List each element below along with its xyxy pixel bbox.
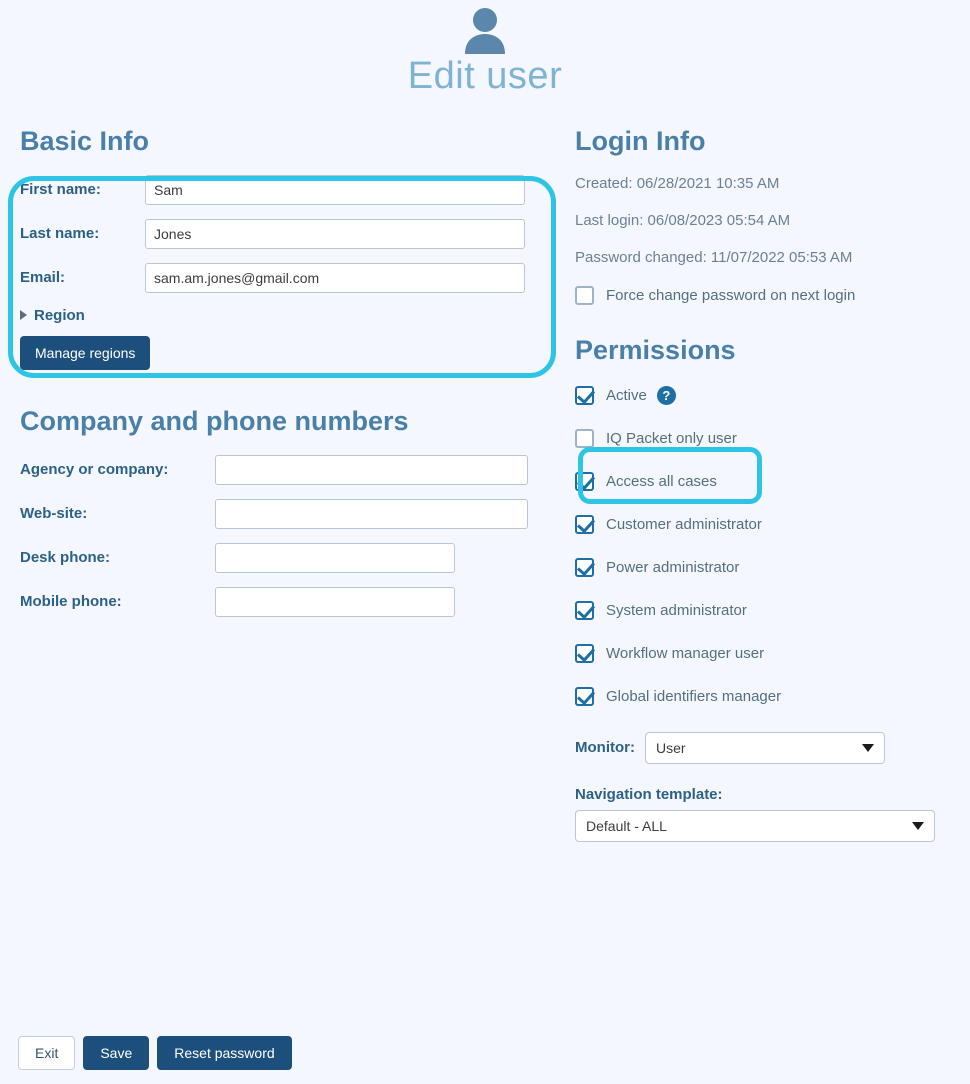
footer-actions: [18, 1036, 292, 1070]
basic-info-heading: Basic Info: [20, 125, 150, 156]
mobile-phone-label: Mobile phone:: [20, 593, 122, 611]
right-column: [575, 126, 970, 842]
email-row: [20, 263, 575, 293]
last-name-label: Last name:: [20, 225, 100, 243]
page-header: [0, 0, 970, 98]
help-icon[interactable]: ?: [657, 386, 676, 405]
page-title: Edit user: [407, 55, 563, 97]
permission-active-row[interactable]: [575, 386, 970, 405]
chevron-down-icon: [912, 822, 924, 830]
agency-row: [20, 455, 575, 485]
navigation-template-label: Navigation template:: [575, 785, 723, 803]
permission-workflow-manager-checkbox[interactable]: [575, 644, 594, 663]
permission-customer-admin-label: Customer administrator: [606, 515, 762, 533]
last-login-text: Last login: 06/08/2023 05:54 AM: [575, 211, 791, 229]
first-name-label: First name:: [20, 181, 101, 199]
permission-iq-packet-row[interactable]: [575, 429, 970, 448]
save-button[interactable]: Save: [83, 1036, 149, 1070]
permission-iq-packet-checkbox[interactable]: [575, 429, 594, 448]
monitor-select[interactable]: [645, 732, 885, 764]
left-column: [0, 126, 575, 842]
region-tree-toggle[interactable]: [20, 307, 575, 324]
permission-customer-admin-checkbox[interactable]: [575, 515, 594, 534]
permissions-heading: Permissions: [575, 334, 736, 365]
email-label: Email:: [20, 269, 66, 287]
permission-power-admin-row[interactable]: [575, 558, 970, 577]
permission-global-identifiers-row[interactable]: [575, 687, 970, 706]
first-name-row: [20, 175, 575, 205]
login-info-heading: Login Info: [575, 125, 706, 156]
exit-button[interactable]: Exit: [18, 1036, 75, 1070]
password-changed-text: Password changed: 11/07/2022 05:53 AM: [575, 248, 853, 266]
content-columns: [0, 126, 970, 842]
desk-phone-input[interactable]: [215, 543, 455, 573]
user-avatar-icon: [463, 6, 507, 54]
reset-password-button[interactable]: Reset password: [157, 1036, 291, 1070]
company-heading: Company and phone numbers: [20, 405, 409, 436]
force-change-password-row[interactable]: [575, 286, 970, 305]
force-change-password-label: Force change password on next login: [606, 286, 856, 304]
permission-active-label: Active: [606, 386, 647, 404]
permission-iq-packet-label: IQ Packet only user: [606, 429, 737, 447]
agency-label: Agency or company:: [20, 461, 169, 479]
mobile-phone-row: [20, 587, 575, 617]
website-row: [20, 499, 575, 529]
permission-customer-admin-row[interactable]: [575, 515, 970, 534]
last-name-input[interactable]: [145, 219, 525, 249]
email-input[interactable]: [145, 263, 525, 293]
website-input[interactable]: [215, 499, 528, 529]
permission-system-admin-label: System administrator: [606, 601, 747, 619]
desk-phone-label: Desk phone:: [20, 549, 111, 567]
permission-workflow-manager-label: Workflow manager user: [606, 644, 765, 662]
monitor-selected-value: User: [655, 739, 686, 756]
website-label: Web-site:: [20, 505, 88, 523]
created-text: Created: 06/28/2021 10:35 AM: [575, 174, 780, 192]
manage-regions-button[interactable]: Manage regions: [20, 336, 150, 370]
permission-system-admin-row[interactable]: [575, 601, 970, 620]
permission-active-checkbox[interactable]: [575, 386, 594, 405]
monitor-row: [575, 732, 970, 764]
navigation-template-select[interactable]: [575, 810, 935, 842]
first-name-input[interactable]: [145, 175, 525, 205]
permission-access-all-cases-checkbox[interactable]: [575, 472, 594, 491]
permission-power-admin-checkbox[interactable]: [575, 558, 594, 577]
last-name-row: [20, 219, 575, 249]
agency-input[interactable]: [215, 455, 528, 485]
permission-access-all-cases-label: Access all cases: [606, 472, 717, 490]
desk-phone-row: [20, 543, 575, 573]
permission-power-admin-label: Power administrator: [606, 558, 740, 576]
permission-global-identifiers-checkbox[interactable]: [575, 687, 594, 706]
chevron-down-icon: [862, 744, 874, 752]
monitor-label: Monitor:: [575, 739, 635, 757]
permission-global-identifiers-label: Global identifiers manager: [606, 687, 782, 705]
permission-access-all-cases-row[interactable]: [575, 472, 970, 491]
region-label: Region: [34, 306, 85, 324]
chevron-right-icon: [20, 310, 27, 320]
force-change-password-checkbox[interactable]: [575, 286, 594, 305]
mobile-phone-input[interactable]: [215, 587, 455, 617]
navigation-template-selected-value: Default - ALL: [586, 817, 667, 834]
permission-system-admin-checkbox[interactable]: [575, 601, 594, 620]
permission-workflow-manager-row[interactable]: [575, 644, 970, 663]
